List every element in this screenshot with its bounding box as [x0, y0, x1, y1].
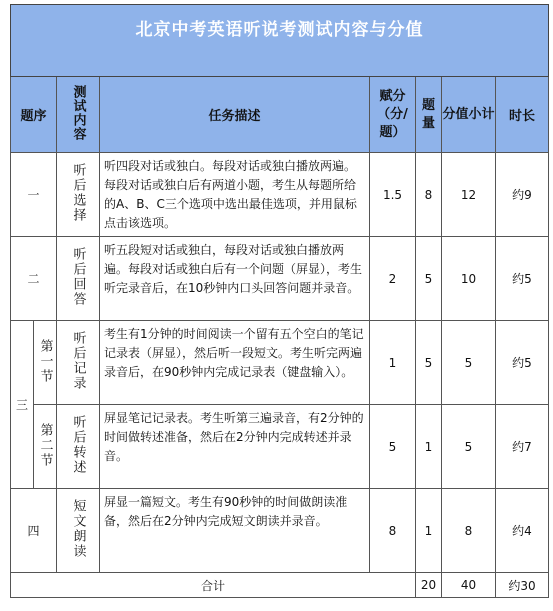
row-task: 考生有1分钟的时间阅读一个留有五个空白的笔记记录表（屏显），然后听一段短文。考生听完两遍录音后，在90秒钟内完成记录表（键盘输入）。	[100, 321, 370, 405]
row-subtotal: 10	[442, 237, 496, 321]
row-subtotal: 12	[442, 153, 496, 237]
table-row	[11, 237, 549, 321]
row-content: 听后转述	[57, 405, 100, 489]
header-count: 题量	[416, 77, 442, 153]
row-content: 听后回答	[57, 237, 100, 321]
table-title: 北京中考英语听说考测试内容与分值	[11, 5, 549, 77]
row-task: 听五段短对话或独白，每段对话或独白播放两遍。每段对话或独白后有一个问题（屏显），考生听完录音后，在10秒钟内口头回答问题并录音。	[100, 237, 370, 321]
row-order: 三	[11, 321, 34, 489]
row-score-per: 1.5	[370, 153, 416, 237]
row-duration: 约4	[496, 489, 549, 573]
total-count: 20	[416, 573, 442, 598]
row-content: 听后记录	[57, 321, 100, 405]
row-content: 听后选择	[57, 153, 100, 237]
row-count: 1	[416, 405, 442, 489]
row-score-per: 8	[370, 489, 416, 573]
score-table	[10, 4, 549, 598]
row-score-per: 2	[370, 237, 416, 321]
header-score-per: 赋分（分/题）	[370, 77, 416, 153]
row-count: 8	[416, 153, 442, 237]
row-task: 屏显笔记记录表。考生听第三遍录音，有2分钟的时间做转述准备，然后在2分钟内完成转述并录音。	[100, 405, 370, 489]
row-count: 5	[416, 321, 442, 405]
row-task: 听四段对话或独白。每段对话或独白播放两遍。每段对话或独白后有两道小题，考生从每题所给的A、B、C三个选项中选出最佳选项，并用鼠标点击该选项。	[100, 153, 370, 237]
row-duration: 约5	[496, 237, 549, 321]
total-label: 合计	[11, 573, 416, 598]
row-subtotal: 8	[442, 489, 496, 573]
header-content: 测试内容	[57, 77, 100, 153]
header-row	[11, 77, 549, 153]
table-row	[11, 321, 549, 405]
header-task: 任务描述	[100, 77, 370, 153]
row-subtotal: 5	[442, 405, 496, 489]
total-row	[11, 573, 549, 598]
row-duration: 约7	[496, 405, 549, 489]
row-subtotal: 5	[442, 321, 496, 405]
row-order: 一	[11, 153, 57, 237]
row-count: 1	[416, 489, 442, 573]
row-content: 短文朗读	[57, 489, 100, 573]
row-section: 第二节	[34, 405, 57, 489]
table-row	[11, 489, 549, 573]
row-count: 5	[416, 237, 442, 321]
row-score-per: 5	[370, 405, 416, 489]
score-table-container	[10, 4, 548, 598]
row-duration: 约5	[496, 321, 549, 405]
header-subtotal: 分值小计	[442, 77, 496, 153]
total-duration: 约30	[496, 573, 549, 598]
row-duration: 约9	[496, 153, 549, 237]
total-subtotal: 40	[442, 573, 496, 598]
table-row	[11, 153, 549, 237]
table-row	[11, 405, 549, 489]
header-order: 题序	[11, 77, 57, 153]
row-order: 二	[11, 237, 57, 321]
header-duration: 时长	[496, 77, 549, 153]
row-section: 第一节	[34, 321, 57, 405]
row-task: 屏显一篇短文。考生有90秒钟的时间做朗读准备，然后在2分钟内完成短文朗读并录音。	[100, 489, 370, 573]
row-score-per: 1	[370, 321, 416, 405]
row-order: 四	[11, 489, 57, 573]
